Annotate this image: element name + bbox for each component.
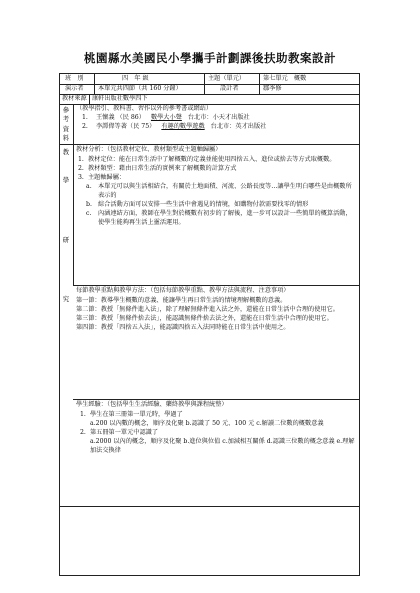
material-source-value: 康軒出版社數學四下 <box>92 95 148 102</box>
class-value: 四 年 級 <box>122 75 149 82</box>
analysis-item: 1. 教材定位：能在日常生活中了解概數的定義並能使用四捨五入、進位或捨去等方式取概數。 <box>78 155 336 163</box>
analysis-subitem: c. 內涵連結方面，教師在學生對於概數有初步的了解後，進一步可以設計一些簡單的概算活動，使學生能夠再生活上靈活運用。 <box>86 209 352 226</box>
references-side-label: 參 考 資 料 <box>62 106 70 142</box>
lesson-plan-table <box>59 73 360 576</box>
presenter-value: 本單元共四節（共 160 分鐘） <box>98 85 182 92</box>
method-item: 第二節：教授「無條件進入法」，除了理解無條件進入法之外，還能在日常生活中合理的使用它。 <box>76 305 339 313</box>
analysis-heading: 教材分析：（包括教材定位、教材類型或主題軸歸屬） <box>76 146 222 153</box>
references-section <box>76 105 356 132</box>
references-heading: （教學指引、教科書、習作以外的參考書或網站） <box>76 105 213 112</box>
method-heading: 每節教學重點與教學方法：（包括每節教學重點、教學方法與流程、注意事項） <box>76 287 290 294</box>
reference-book-title: 數學大小聲 <box>150 113 182 121</box>
analysis-item: 3. 主題軸歸屬： <box>78 173 126 181</box>
teaching-method-section <box>76 287 356 333</box>
analysis-subitem: a. 本單元可以與生活相結合，有關於土地面積、河流、公路長度等…讓學生明白哪些是由概數所表示的 <box>86 182 352 199</box>
experience-heading: 學生經驗：（包括學生生活經驗、藥終教學與課程統整） <box>76 401 228 408</box>
method-item: 第四節：教授「四捨五入法」，能認識四捨五入法同時能在日常生活中使用之。 <box>76 323 290 331</box>
method-item: 第三節：教授「無條件捨去法」，能認識無條件捨去法之外，還能在日常生活中合理的使用它。 <box>76 314 333 322</box>
experience-item: a.2000 以內的概念，順序及化聚 b.進位與位值 c.加減相互關係 d.認識三位數的概念意義 e.理解加法交換律 <box>90 437 355 454</box>
presenter-label: 演示者 <box>65 85 84 92</box>
reference-item: 2. 李譚偉等著（民 75） 有趣的數學遊戲 台北市：英才出版社 <box>82 122 267 130</box>
experience-item: a.200 以內數的概念，順序及化聚 b.認識了 50 元、100 元 c.解讀二位數的概數意義 <box>90 419 324 427</box>
class-label: 班 別 <box>65 75 84 82</box>
method-item: 第一節：教導學生概數的意義、能讓學生再日常生活的情境理解概數的意義。 <box>76 296 287 304</box>
experience-item: 2. 第五冊第一單元中認識了 <box>80 428 159 436</box>
topic-value: 第七單元 概數 <box>263 75 307 82</box>
experience-item: 1. 學生在第三冊第一單元時，學過了 <box>80 410 183 418</box>
study-side-label: 教 學 研 究 <box>62 148 70 303</box>
document-title: 桃園縣水美國民小學攜手計劃課後扶助教案設計 <box>84 51 336 65</box>
analysis-item: 2. 教材類型：藉由日常生活的實例來了解概數的計算方式 <box>78 164 237 172</box>
topic-label: 主題（單元） <box>208 75 246 82</box>
material-analysis-section <box>76 146 356 228</box>
reference-book-title: 有趣的數學遊戲 <box>161 122 205 130</box>
designer-value: 鄒季修 <box>263 85 282 92</box>
material-source-label: 教材來源 <box>62 95 87 102</box>
analysis-subitem: b. 綜合活動方面可以安排一些生活中會遇見的情境，如購物付款需要找零的情形 <box>86 200 309 208</box>
student-experience-section <box>76 401 356 456</box>
designer-label: 設計者 <box>220 85 239 92</box>
reference-item: 1. 王懷義 （民 86） 數學大小聲 台北市：小天才出版社 <box>82 113 250 121</box>
